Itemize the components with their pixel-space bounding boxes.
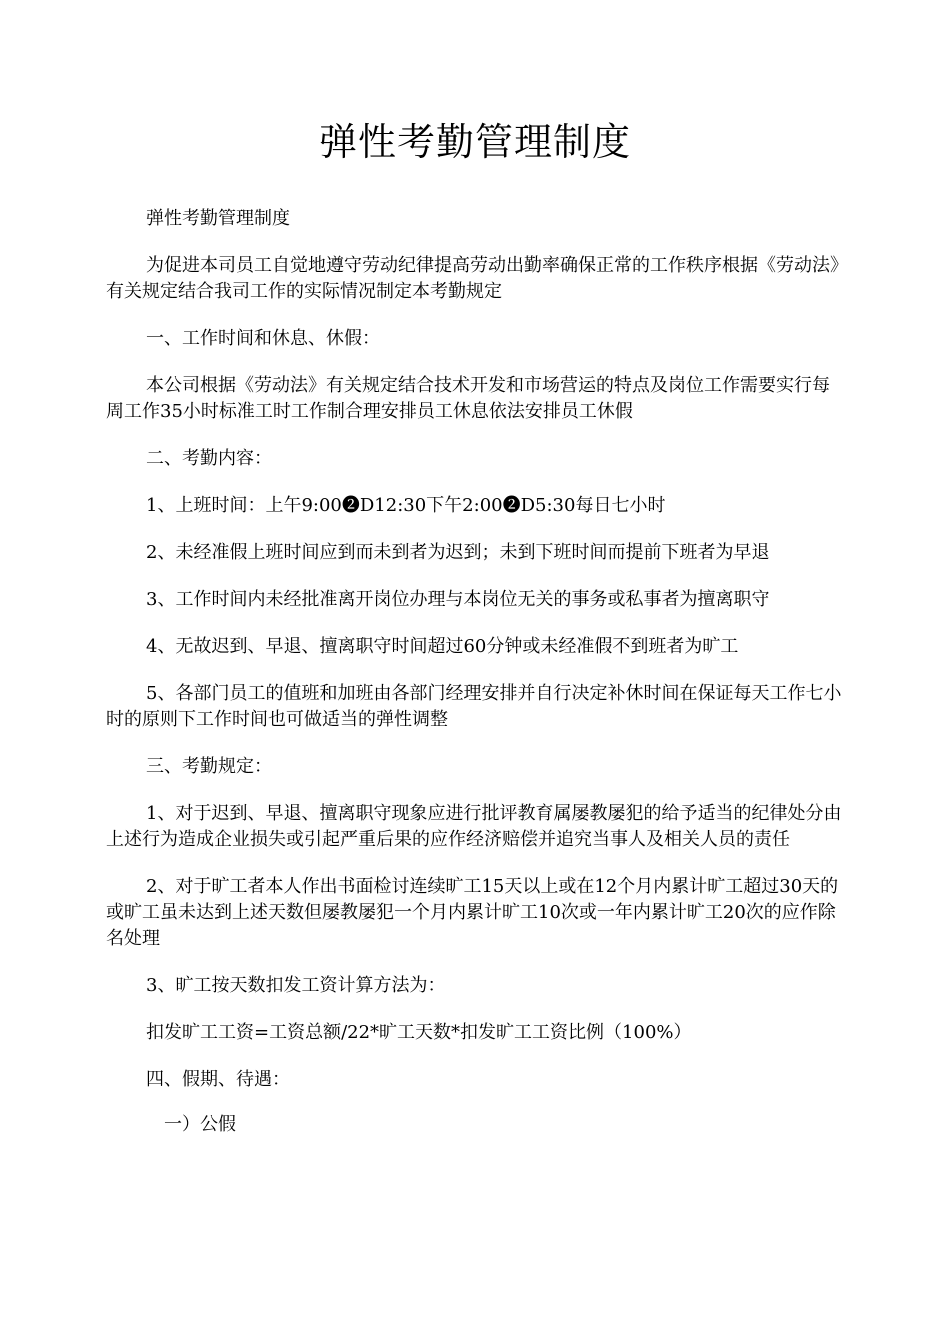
document-title: 弹性考勤管理制度 [318,120,631,164]
clause-2-2: 2、未经准假上班时间应到而未到者为迟到；未到下班时间而提前下班者为早退 [146,542,770,563]
paragraph-subtitle: 弹性考勤管理制度 [146,208,290,229]
paragraph-work-hours: 本公司根据《劳动法》有关规定结合技术开发和市场营运的特点及岗位工作需要实行每周工作35小时标准工时工作制合理安排员工休息依法安排员工休假 [106,375,830,422]
clause-2-3: 3、工作时间内未经批准离开岗位办理与本岗位无关的事务或私事者为擅离职守 [146,589,770,610]
formula-line: 扣发旷工工资=工资总额/22*旷工天数*扣发旷工工资比例（100%） [146,1022,692,1043]
clause-3-2: 2、对于旷工者本人作出书面检讨连续旷工15天以上或在12个月内累计旷工超过30天的或旷工虽未达到上述天数但屡教屡犯一个月内累计旷工10次或一年内累计旷工20次的应作除名处理 [106,876,839,949]
section-heading-1: 一、工作时间和休息、休假： [146,328,380,349]
section-heading-2: 二、考勤内容： [146,448,272,469]
clause-3-1: 1、对于迟到、早退、擅离职守现象应进行批评教育属屡教屡犯的给予适当的纪律处分由上述行为造成企业损失或引起严重后果的应作经济赔偿并追究当事人及相关人员的责任 [106,803,842,850]
paragraph-intro: 为促进本司员工自觉地遵守劳动纪律提高劳动出勤率确保正常的工作秩序根据《劳动法》有关规定结合我司工作的实际情况制定本考勤规定 [106,255,839,302]
clause-2-5: 5、各部门员工的值班和加班由各部门经理安排并自行决定补休时间在保证每天工作七小时的原则下工作时间也可做适当的弹性调整 [106,683,842,730]
section-heading-4: 四、假期、待遇： [146,1069,290,1090]
section-heading-3: 三、考勤规定： [146,756,272,777]
clause-3-3: 3、旷工按天数扣发工资计算方法为： [146,975,446,996]
document-body [106,206,844,1138]
clause-2-1: 1、上班时间：上午9:00❷D12:30下午2:00❷D5:30每日七小时 [146,495,666,516]
clause-2-4: 4、无故迟到、早退、擅离职守时间超过60分钟或未经准假不到班者为旷工 [146,636,739,657]
subsection-public-holiday: 一）公假 [164,1114,236,1135]
